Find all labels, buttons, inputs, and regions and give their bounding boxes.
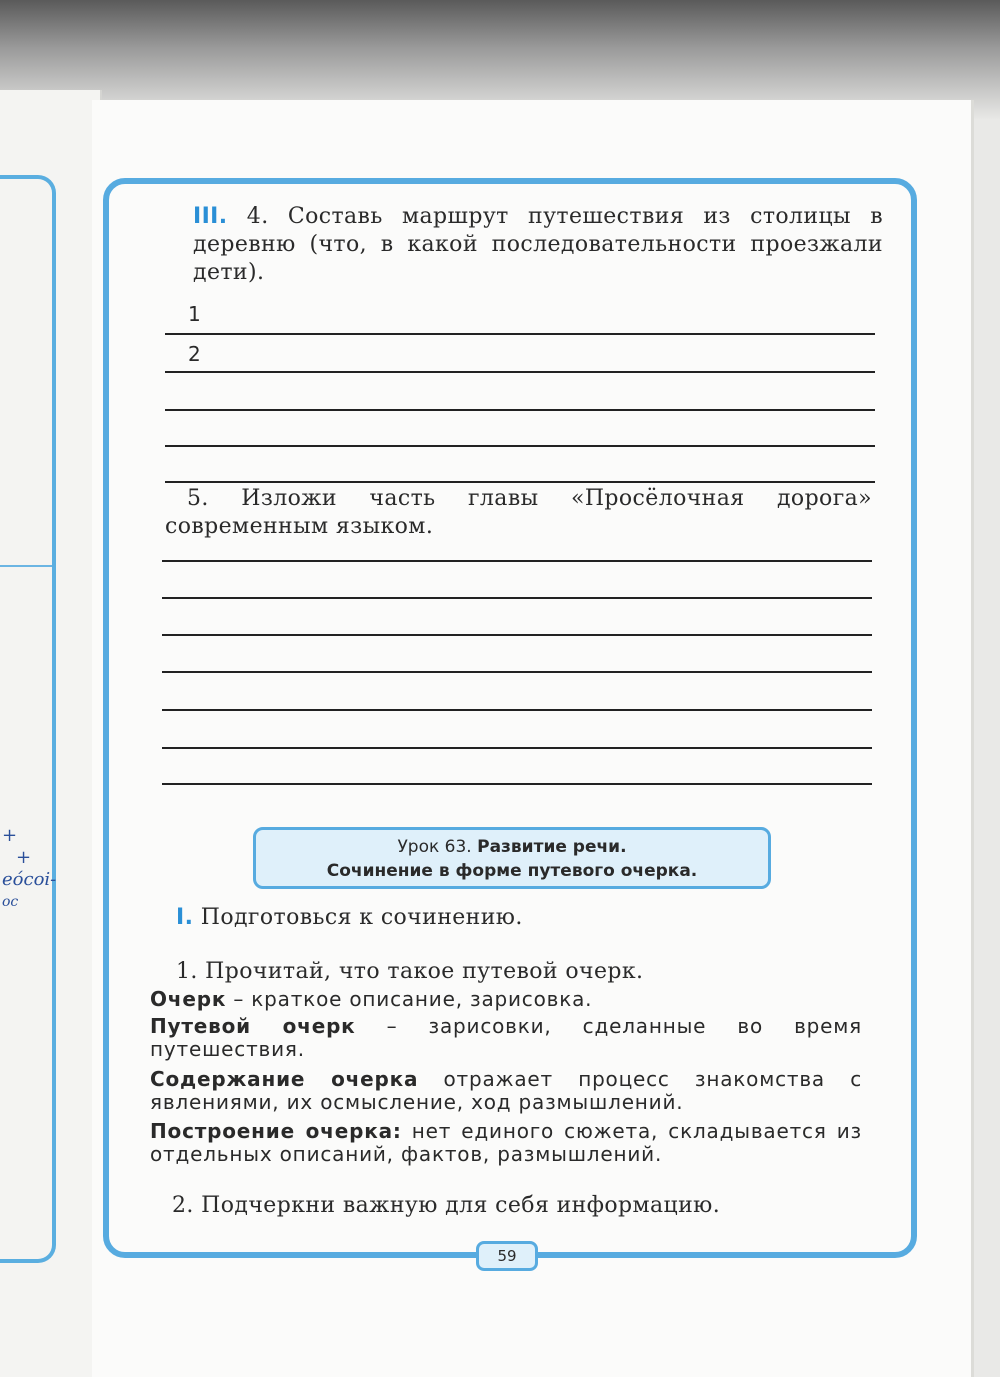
task5-instruction: 5. Изложи часть главы «Просёлочная дорога» современным языком. [165,486,872,539]
answer-line[interactable] [162,709,872,711]
lesson-number: Урок 63. [397,837,472,857]
answer-line-number: 1 [188,302,201,326]
answer-line[interactable] [162,747,872,749]
answer-line[interactable] [162,634,872,636]
lesson-title: Развитие речи. [477,837,627,857]
answer-line[interactable] [162,597,872,599]
answer-line[interactable] [165,409,875,411]
roman-numeral-1: I. [176,905,194,930]
answer-line[interactable] [165,481,875,483]
answer-line[interactable] [162,560,872,562]
definition-travel-essay: Путевой очерк – зарисовки, сделанные во время путешествия. [150,1014,862,1061]
item2-instruction: 2. Подчеркни важную для себя информацию. [172,1193,721,1218]
answer-line[interactable] [165,333,875,335]
definition-essay: Очерк – краткое описание, зарисовка. [150,987,593,1011]
answer-line-number: 2 [188,342,201,366]
definition-content: Содержание очерка отражает процесс знакомства с явлениями, их осмысление, ход размышлений. [150,1067,862,1114]
item1-instruction: 1. Прочитай, что такое путевой очерк. [176,959,644,984]
left-page-frame [0,175,56,1263]
handwritten-note: + + ео́соі- ос [2,825,57,910]
section1-heading: I. Подготовься к сочинению. [176,905,523,930]
answer-line[interactable] [165,445,875,447]
page-number: 59 [476,1241,538,1271]
answer-line[interactable] [162,783,872,785]
roman-numeral-3: III. [193,204,228,229]
answer-line[interactable] [165,371,875,373]
lesson-subtitle: Сочинение в форме путевого очерка. [326,861,698,881]
definition-structure: Построение очерка: нет единого сюжета, складывается из отдельных описаний, фактов, размышлений. [150,1119,862,1166]
answer-line[interactable] [162,671,872,673]
left-page-rule [0,565,52,567]
task3-instruction: III. 4. Составь маршрут путешествия из столицы в деревню (что, в какой последовательности проезжали дети). [193,204,883,285]
lesson-header [253,827,771,889]
